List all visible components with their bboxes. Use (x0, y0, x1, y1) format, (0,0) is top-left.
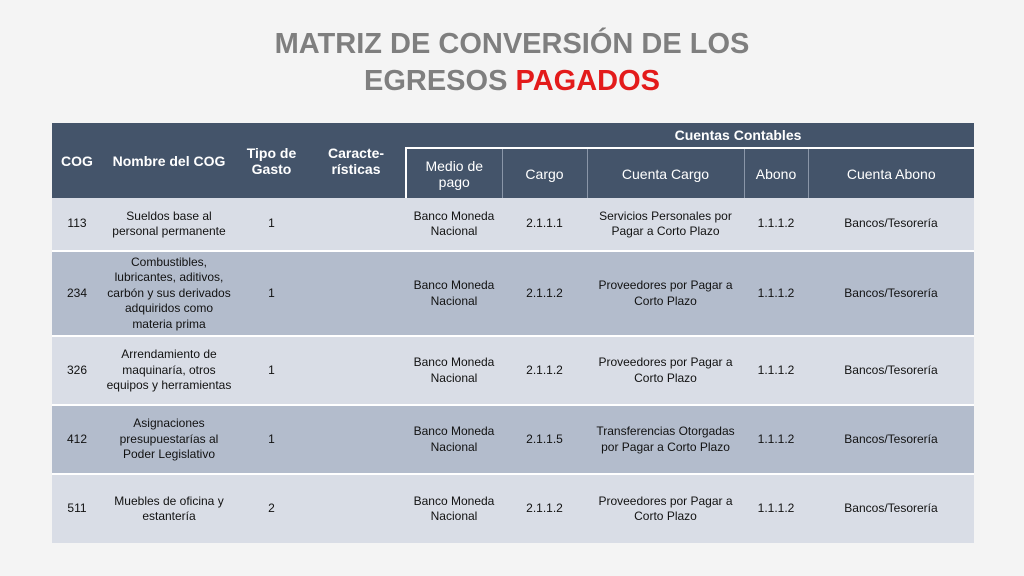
cell-cog: 511 (52, 474, 102, 543)
cell-abono: 1.1.1.2 (744, 474, 808, 543)
header-abono: Abono (744, 148, 808, 198)
cell-cuenta-abono: Bancos/Tesorería (808, 474, 974, 543)
header-cuentas-contables: Cuentas Contables (502, 123, 974, 148)
cell-abono: 1.1.1.2 (744, 251, 808, 336)
cell-cog: 412 (52, 405, 102, 474)
table-row (52, 336, 974, 405)
cell-tipo: 2 (236, 474, 307, 543)
cell-cargo: 2.1.1.2 (502, 336, 587, 405)
cell-cuenta-cargo: Transferencias Otorgadas por Pagar a Corto Plazo (587, 405, 744, 474)
cell-nombre: Arrendamiento de maquinaría, otros equipos y herramientas (102, 336, 236, 405)
header-cargo: Cargo (502, 148, 587, 198)
cell-medio-pago: Banco Moneda Nacional (406, 405, 502, 474)
cell-caracteristicas (307, 405, 406, 474)
cell-cuenta-abono: Bancos/Tesorería (808, 198, 974, 251)
cell-abono: 1.1.1.2 (744, 336, 808, 405)
cell-cuenta-abono: Bancos/Tesorería (808, 251, 974, 336)
table-row (52, 251, 974, 336)
title-line-1: MATRIZ DE CONVERSIÓN DE LOS (274, 28, 750, 60)
cell-cargo: 2.1.1.2 (502, 474, 587, 543)
title-highlight: PAGADOS (515, 65, 660, 97)
header-nombre: Nombre del COG (102, 123, 236, 198)
conversion-matrix-table (52, 123, 974, 543)
cell-cog: 234 (52, 251, 102, 336)
cell-cog: 326 (52, 336, 102, 405)
cell-cuenta-cargo: Proveedores por Pagar a Corto Plazo (587, 336, 744, 405)
cell-cargo: 2.1.1.5 (502, 405, 587, 474)
header-tipo: Tipo de Gasto (236, 123, 307, 198)
cell-cuenta-cargo: Servicios Personales por Pagar a Corto Plazo (587, 198, 744, 251)
cell-abono: 1.1.1.2 (744, 405, 808, 474)
cell-medio-pago: Banco Moneda Nacional (406, 474, 502, 543)
table-row (52, 474, 974, 543)
cell-nombre: Muebles de oficina y estantería (102, 474, 236, 543)
header-blank (406, 123, 502, 148)
cell-caracteristicas (307, 474, 406, 543)
header-medio-pago: Medio de pago (406, 148, 502, 198)
table-row (52, 405, 974, 474)
cell-tipo: 1 (236, 251, 307, 336)
cell-cuenta-abono: Bancos/Tesorería (808, 336, 974, 405)
cell-cargo: 2.1.1.2 (502, 251, 587, 336)
cell-tipo: 1 (236, 405, 307, 474)
cell-medio-pago: Banco Moneda Nacional (406, 251, 502, 336)
cell-medio-pago: Banco Moneda Nacional (406, 336, 502, 405)
cell-cuenta-abono: Bancos/Tesorería (808, 405, 974, 474)
cell-cargo: 2.1.1.1 (502, 198, 587, 251)
cell-caracteristicas (307, 336, 406, 405)
cell-nombre: Sueldos base al personal permanente (102, 198, 236, 251)
header-cog: COG (52, 123, 102, 198)
cell-tipo: 1 (236, 198, 307, 251)
header-cuenta-abono: Cuenta Abono (808, 148, 974, 198)
cell-abono: 1.1.1.2 (744, 198, 808, 251)
cell-caracteristicas (307, 251, 406, 336)
title-line-2 (0, 63, 1024, 100)
cell-caracteristicas (307, 198, 406, 251)
page-title (0, 26, 1024, 100)
cell-medio-pago: Banco Moneda Nacional (406, 198, 502, 251)
table-row (52, 198, 974, 251)
cell-nombre: Combustibles, lubricantes, aditivos, carbón y sus derivados adquiridos como materia prima (102, 251, 236, 336)
cell-tipo: 1 (236, 336, 307, 405)
cell-nombre: Asignaciones presupuestarías al Poder Legislativo (102, 405, 236, 474)
header-caracteristicas: Caracte-rísticas (307, 123, 406, 198)
header-cuenta-cargo: Cuenta Cargo (587, 148, 744, 198)
cell-cuenta-cargo: Proveedores por Pagar a Corto Plazo (587, 474, 744, 543)
cell-cuenta-cargo: Proveedores por Pagar a Corto Plazo (587, 251, 744, 336)
title-line-2-prefix: EGRESOS (364, 65, 516, 97)
cell-cog: 113 (52, 198, 102, 251)
